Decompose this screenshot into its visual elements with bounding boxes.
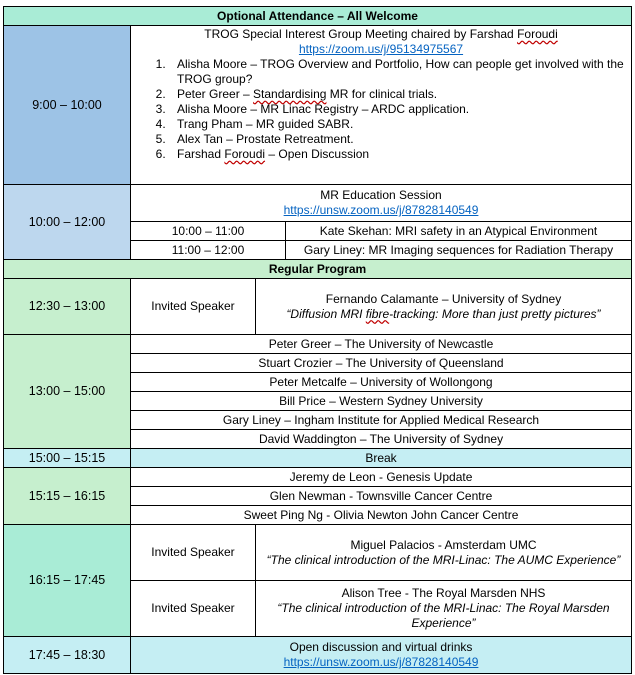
talk-title: “The clinical introduction of the MRI-Linac: The Royal Marsden Experience” bbox=[277, 601, 610, 630]
speaker-row: Peter Metcalfe – University of Wollongong bbox=[131, 373, 632, 392]
speaker-row: Peter Greer – The University of Newcastle bbox=[131, 335, 632, 354]
mr-education-session bbox=[131, 185, 632, 222]
session-time: 10:00 – 11:00 bbox=[131, 222, 286, 241]
speaker-row: David Waddington – The University of Sydney bbox=[131, 430, 632, 449]
agenda-item: 4. Trang Pham – MR guided SABR. bbox=[169, 117, 627, 132]
talk-title: “Diffusion MRI fibre-tracking: More than just pretty pictures” bbox=[286, 306, 601, 321]
speaker-row: Jeremy de Leon - Genesis Update bbox=[131, 468, 632, 487]
invited-talk bbox=[256, 279, 632, 335]
speaker-row: Stuart Crozier – The University of Queensland bbox=[131, 354, 632, 373]
speaker-row: Gary Liney – Ingham Institute for Applied Medical Research bbox=[131, 411, 632, 430]
speaker-row: Glen Newman - Townsville Cancer Centre bbox=[131, 487, 632, 506]
time-1500-1515: 15:00 – 15:15 bbox=[4, 449, 131, 468]
agenda-item: 6. Farshad Foroudi – Open Discussion bbox=[169, 147, 627, 162]
open-discussion-zoom-link[interactable]: https://unsw.zoom.us/j/87828140549 bbox=[283, 655, 479, 669]
trog-zoom-link[interactable]: https://zoom.us/j/95134975567 bbox=[298, 42, 464, 56]
trog-agenda-list bbox=[135, 57, 627, 162]
mr-education-title: MR Education Session bbox=[320, 188, 442, 202]
invited-speaker-label: Invited Speaker bbox=[131, 581, 256, 637]
speaker-name: Miguel Palacios - Amsterdam UMC bbox=[350, 537, 537, 552]
invited-talk bbox=[256, 525, 632, 581]
talk-title: “The clinical introduction of the MRI-Linac: The AUMC Experience” bbox=[266, 552, 621, 567]
invited-speaker-label: Invited Speaker bbox=[131, 279, 256, 335]
invited-speaker-label: Invited Speaker bbox=[131, 525, 256, 581]
time-1230-1300: 12:30 – 13:00 bbox=[4, 279, 131, 335]
trog-sig-title: TROG Special Interest Group Meeting chaired by Farshad Foroudi bbox=[204, 27, 558, 41]
mr-education-zoom-link[interactable]: https://unsw.zoom.us/j/87828140549 bbox=[283, 203, 479, 217]
trog-sig-meeting bbox=[131, 26, 632, 185]
session-time: 11:00 – 12:00 bbox=[131, 241, 286, 260]
session-title: Gary Liney: MR Imaging sequences for Radiation Therapy bbox=[286, 241, 632, 260]
optional-attendance-header: Optional Attendance – All Welcome bbox=[4, 7, 632, 26]
speaker-name: Alison Tree - The Royal Marsden NHS bbox=[341, 586, 546, 600]
time-1745-1830: 17:45 – 18:30 bbox=[4, 637, 131, 674]
open-discussion-title: Open discussion and virtual drinks bbox=[289, 640, 473, 654]
agenda-item: 5. Alex Tan – Prostate Retreatment. bbox=[169, 132, 627, 147]
invited-talk bbox=[256, 581, 632, 637]
time-1615-1745: 16:15 – 17:45 bbox=[4, 525, 131, 637]
open-discussion bbox=[131, 637, 632, 674]
speaker-name: Fernando Calamante – University of Sydney bbox=[325, 291, 562, 306]
agenda-item: 1. Alisha Moore – TROG Overview and Portfolio, How can people get involved with the TROG group? bbox=[169, 57, 627, 87]
break-label: Break bbox=[131, 449, 632, 468]
time-13-15: 13:00 – 15:00 bbox=[4, 335, 131, 449]
time-1515-1615: 15:15 – 16:15 bbox=[4, 468, 131, 525]
time-9-10: 9:00 – 10:00 bbox=[4, 26, 131, 185]
speaker-row: Bill Price – Western Sydney University bbox=[131, 392, 632, 411]
regular-program-header: Regular Program bbox=[4, 260, 632, 279]
speaker-row: Sweet Ping Ng - Olivia Newton John Cancer Centre bbox=[131, 506, 632, 525]
session-title: Kate Skehan: MRI safety in an Atypical Environment bbox=[286, 222, 632, 241]
time-10-12: 10:00 – 12:00 bbox=[4, 185, 131, 260]
agenda-item: 3. Alisha Moore – MR Linac Registry – ARDC application. bbox=[169, 102, 627, 117]
agenda-item: 2. Peter Greer – Standardising MR for clinical trials. bbox=[169, 87, 627, 102]
schedule-table bbox=[3, 6, 632, 674]
